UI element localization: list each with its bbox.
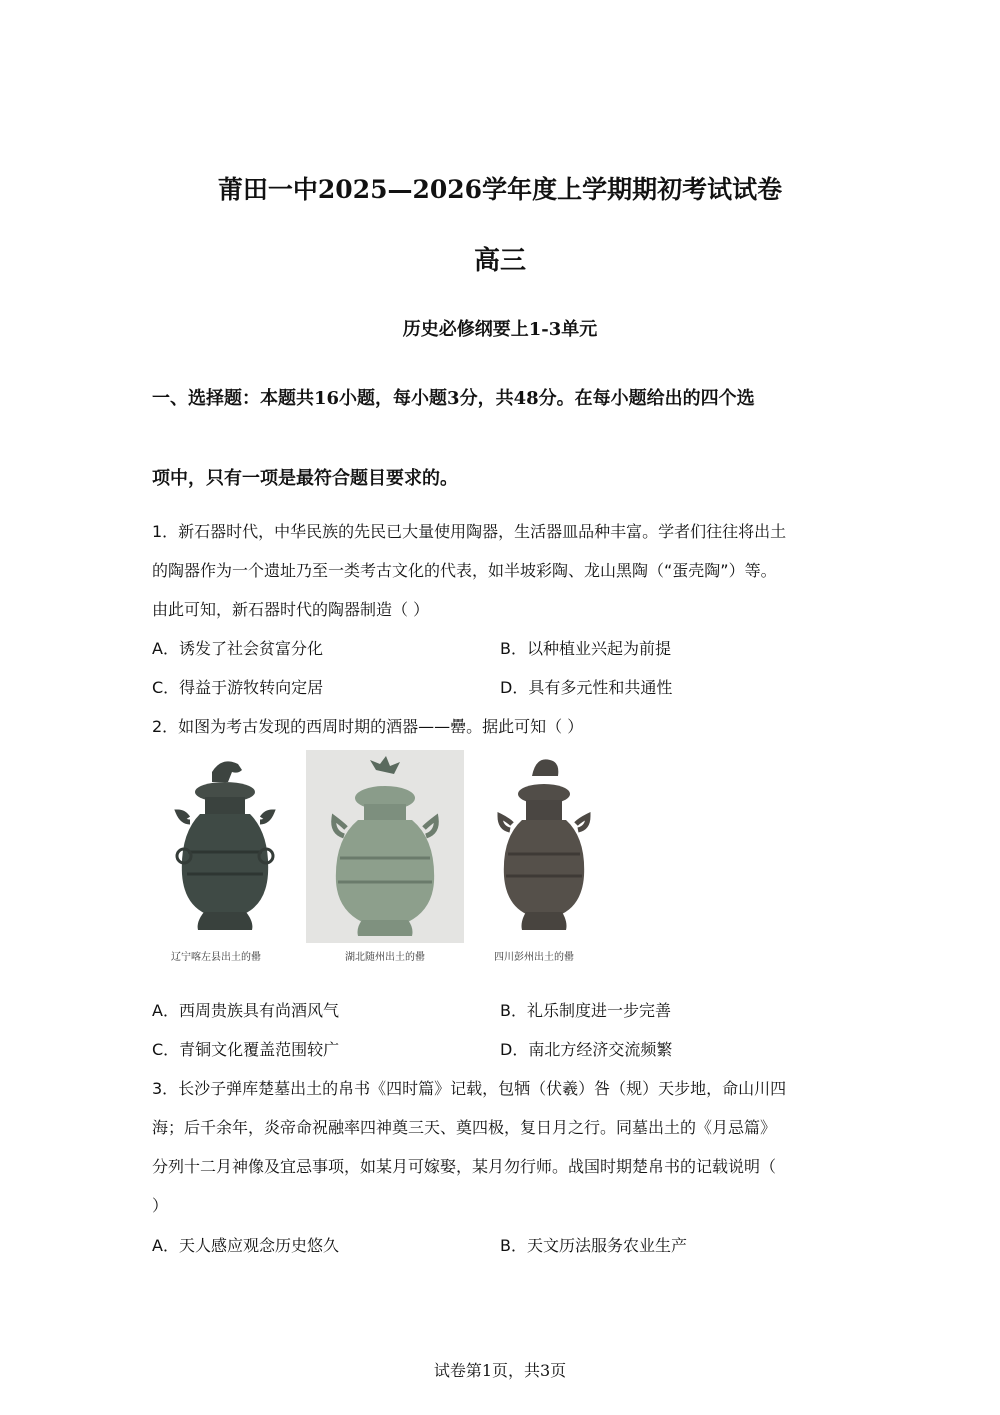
figure-caption-1: 辽宁喀左县出土的罍 xyxy=(171,952,261,963)
question-3-line4: ） xyxy=(152,1196,169,1215)
question-3-option-a[interactable]: A．天人感应观念历史悠久 xyxy=(152,1236,339,1255)
question-1-option-b[interactable]: B．以种植业兴起为前提 xyxy=(500,639,671,658)
section-instruction-line1: 一、选择题：本题共16小题，每小题3分，共48分。在每小题给出的四个选 xyxy=(152,388,755,409)
question-1-line3: 由此可知，新石器时代的陶器制造（ ） xyxy=(152,600,430,619)
figure-caption-3: 四川彭州出土的罍 xyxy=(494,952,574,963)
bronze-vessel-image-3 xyxy=(480,750,608,940)
question-3-line1: 3．长沙子弹库楚墓出土的帛书《四时篇》记载，包牺（伏羲）咎（规）天步地，命山川四 xyxy=(152,1079,787,1098)
bronze-vessel-image-2 xyxy=(306,750,464,943)
question-3-line2: 海；后千余年，炎帝命祝融率四神奠三天、奠四极，复日月之行。同墓出土的《月忌篇》 xyxy=(152,1118,777,1137)
question-2-option-b[interactable]: B．礼乐制度进一步完善 xyxy=(500,1001,671,1020)
question-2-option-a[interactable]: A．西周贵族具有尚酒风气 xyxy=(152,1001,339,1020)
question-2-option-d[interactable]: D．南北方经济交流频繁 xyxy=(500,1040,673,1059)
question-1-line2: 的陶器作为一个遗址乃至一类考古文化的代表，如半坡彩陶、龙山黑陶（“蛋壳陶”）等。 xyxy=(152,561,777,580)
bronze-vessel-image-1 xyxy=(160,752,290,937)
question-1-option-c[interactable]: C．得益于游牧转向定居 xyxy=(152,678,324,697)
section-instruction-line2: 项中，只有一项是最符合题目要求的。 xyxy=(152,468,458,489)
question-3-option-b[interactable]: B．天文历法服务农业生产 xyxy=(500,1236,687,1255)
exam-title: 莆田一中2025—2026学年度上学期期初考试试卷 xyxy=(217,175,783,204)
grade-heading: 高三 xyxy=(473,246,526,276)
question-1-line1: 1．新石器时代，中华民族的先民已大量使用陶器，生活器皿品种丰富。学者们往往将出土 xyxy=(152,522,787,541)
question-1-option-d[interactable]: D．具有多元性和共通性 xyxy=(500,678,673,697)
question-1-option-a[interactable]: A．诱发了社会贫富分化 xyxy=(152,639,323,658)
question-2-option-c[interactable]: C．青铜文化覆盖范围较广 xyxy=(152,1040,340,1059)
page-footer: 试卷第1页，共3页 xyxy=(433,1361,567,1380)
exam-subtitle: 历史必修纲要上1-3单元 xyxy=(402,319,598,340)
question-3-line3: 分列十二月神像及宜忌事项，如某月可嫁娶，某月勿行师。战国时期楚帛书的记载说明（ xyxy=(152,1157,777,1176)
question-2-line1: 2．如图为考古发现的西周时期的酒器——罍。据此可知（ ） xyxy=(152,717,584,736)
figure-caption-2: 湖北随州出土的罍 xyxy=(345,952,425,963)
